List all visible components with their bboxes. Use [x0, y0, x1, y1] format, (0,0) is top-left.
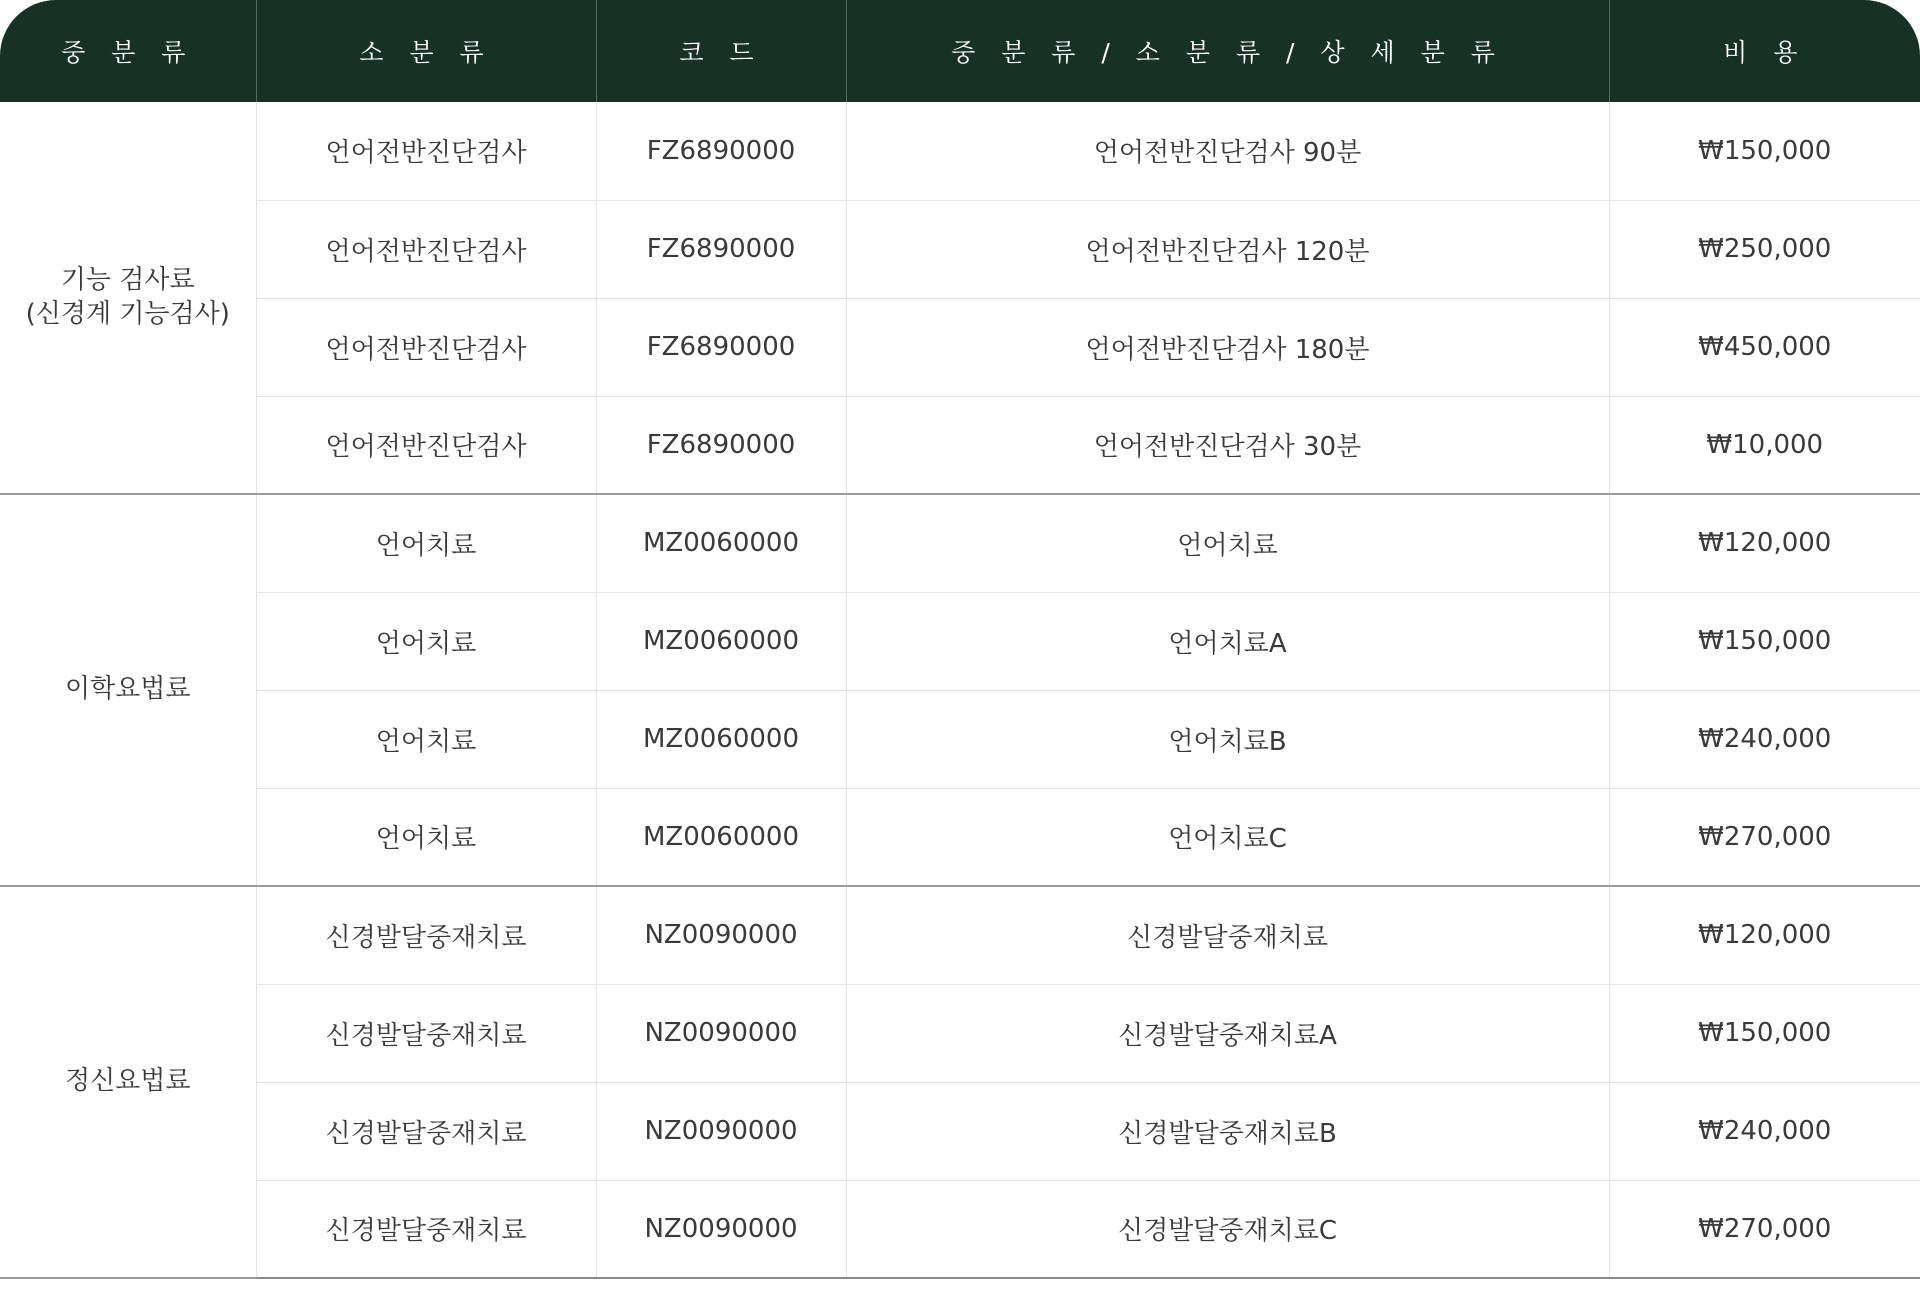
sub-category-cell: 언어치료 [256, 690, 596, 788]
code-cell: FZ6890000 [596, 200, 846, 298]
detail-cell: 신경발달중재치료C [846, 1180, 1609, 1278]
code-cell: NZ0090000 [596, 984, 846, 1082]
table-header [0, 0, 1920, 102]
sub-category-cell: 언어전반진단검사 [256, 298, 596, 396]
code-cell: FZ6890000 [596, 102, 846, 200]
cost-cell: ₩120,000 [1609, 494, 1920, 592]
detail-cell: 신경발달중재치료B [846, 1082, 1609, 1180]
sub-category-cell: 신경발달중재치료 [256, 1082, 596, 1180]
header-mid-category: 중 분 류 [0, 0, 256, 102]
table-row [0, 1082, 1920, 1180]
table-row [0, 788, 1920, 886]
header-detail-category: 중 분 류 / 소 분 류 / 상 세 분 류 [846, 0, 1609, 102]
detail-cell: 언어치료A [846, 592, 1609, 690]
table-body [0, 102, 1920, 1278]
code-cell: MZ0060000 [596, 592, 846, 690]
table-row [0, 592, 1920, 690]
header-sub-category: 소 분 류 [256, 0, 596, 102]
group-name-cell: 기능 검사료 (신경계 기능검사) [0, 102, 256, 494]
sub-category-cell: 신경발달중재치료 [256, 984, 596, 1082]
code-cell: FZ6890000 [596, 396, 846, 494]
sub-category-cell: 언어치료 [256, 592, 596, 690]
code-cell: NZ0090000 [596, 1180, 846, 1278]
cost-cell: ₩450,000 [1609, 298, 1920, 396]
group-name-cell: 이학요법료 [0, 494, 256, 886]
code-cell: MZ0060000 [596, 788, 846, 886]
table-row [0, 690, 1920, 788]
table-row [0, 984, 1920, 1082]
sub-category-cell: 언어전반진단검사 [256, 200, 596, 298]
header-row [0, 0, 1920, 102]
code-cell: MZ0060000 [596, 494, 846, 592]
sub-category-cell: 언어치료 [256, 494, 596, 592]
cost-cell: ₩150,000 [1609, 592, 1920, 690]
table-row [0, 102, 1920, 200]
table-row [0, 1180, 1920, 1278]
code-cell: MZ0060000 [596, 690, 846, 788]
code-cell: FZ6890000 [596, 298, 846, 396]
table-row [0, 494, 1920, 592]
header-code: 코 드 [596, 0, 846, 102]
cost-cell: ₩10,000 [1609, 396, 1920, 494]
cost-cell: ₩150,000 [1609, 984, 1920, 1082]
detail-cell: 언어전반진단검사 120분 [846, 200, 1609, 298]
cost-cell: ₩240,000 [1609, 1082, 1920, 1180]
table-row [0, 396, 1920, 494]
sub-category-cell: 신경발달중재치료 [256, 1180, 596, 1278]
code-cell: NZ0090000 [596, 1082, 846, 1180]
cost-cell: ₩240,000 [1609, 690, 1920, 788]
detail-cell: 언어치료 [846, 494, 1609, 592]
table-row [0, 298, 1920, 396]
code-cell: NZ0090000 [596, 886, 846, 984]
cost-cell: ₩250,000 [1609, 200, 1920, 298]
detail-cell: 언어치료B [846, 690, 1609, 788]
cost-cell: ₩150,000 [1609, 102, 1920, 200]
detail-cell: 언어전반진단검사 90분 [846, 102, 1609, 200]
detail-cell: 신경발달중재치료 [846, 886, 1609, 984]
cost-cell: ₩270,000 [1609, 1180, 1920, 1278]
detail-cell: 신경발달중재치료A [846, 984, 1609, 1082]
detail-cell: 언어전반진단검사 180분 [846, 298, 1609, 396]
sub-category-cell: 언어치료 [256, 788, 596, 886]
detail-cell: 언어치료C [846, 788, 1609, 886]
cost-cell: ₩270,000 [1609, 788, 1920, 886]
table-row [0, 886, 1920, 984]
group-name-cell: 정신요법료 [0, 886, 256, 1278]
header-cost: 비 용 [1609, 0, 1920, 102]
cost-cell: ₩120,000 [1609, 886, 1920, 984]
sub-category-cell: 언어전반진단검사 [256, 102, 596, 200]
detail-cell: 언어전반진단검사 30분 [846, 396, 1609, 494]
sub-category-cell: 신경발달중재치료 [256, 886, 596, 984]
table-row [0, 200, 1920, 298]
sub-category-cell: 언어전반진단검사 [256, 396, 596, 494]
